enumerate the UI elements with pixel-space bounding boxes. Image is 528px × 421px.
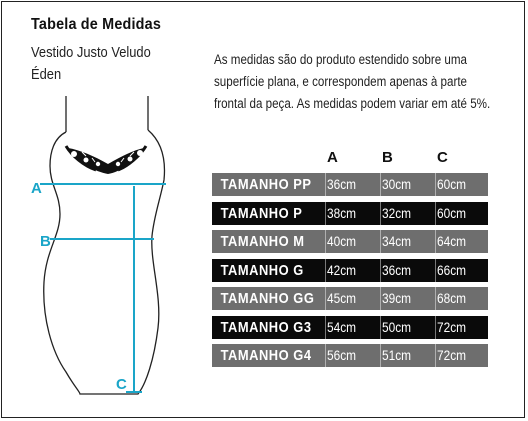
value-c: 68cm <box>437 291 467 306</box>
value-a: 42cm <box>327 263 357 278</box>
product-name-line-2: Éden <box>31 66 62 83</box>
size-label: TAMANHO G <box>220 262 304 279</box>
size-label: TAMANHO G3 <box>220 319 312 336</box>
value-c: 64cm <box>437 234 467 249</box>
value-b: 39cm <box>382 291 412 306</box>
product-name-line-1: Vestido Justo Veludo <box>31 44 151 61</box>
chart-title: Tabela de Medidas <box>31 16 162 33</box>
value-a: 54cm <box>327 320 357 335</box>
value-a: 45cm <box>327 291 357 306</box>
size-label: TAMANHO GG <box>220 290 315 307</box>
value-c: 72cm <box>437 320 467 335</box>
table-row <box>212 259 488 282</box>
label-b: B <box>40 233 51 250</box>
value-a: 56cm <box>327 348 357 363</box>
note-line-3: frontal da peça. As medidas podem variar em até 5%. <box>214 96 491 111</box>
value-a: 40cm <box>327 234 357 249</box>
note-line-2: superfície plana, e correspondem apenas à parte <box>214 74 468 89</box>
value-c: 72cm <box>437 348 467 363</box>
value-b: 30cm <box>382 177 412 192</box>
table-row <box>212 316 488 339</box>
size-label: TAMANHO G4 <box>220 347 312 364</box>
table-row <box>212 344 488 367</box>
table-row <box>212 230 488 253</box>
value-b: 51cm <box>382 348 412 363</box>
lace-neckline <box>66 146 146 174</box>
label-a: A <box>31 180 42 197</box>
value-a: 38cm <box>327 206 357 221</box>
table-row <box>212 202 488 225</box>
value-b: 32cm <box>382 206 412 221</box>
value-c: 60cm <box>437 206 467 221</box>
value-b: 50cm <box>382 320 412 335</box>
value-a: 36cm <box>327 177 357 192</box>
label-c: C <box>116 376 127 393</box>
value-c: 66cm <box>437 263 467 278</box>
column-header-b: B <box>382 149 393 166</box>
column-header-a: A <box>327 149 338 166</box>
value-b: 34cm <box>382 234 412 249</box>
size-label: TAMANHO PP <box>220 176 312 193</box>
size-label: TAMANHO P <box>220 205 303 222</box>
table-row <box>212 173 488 196</box>
value-c: 60cm <box>437 177 467 192</box>
note-line-1: As medidas são do produto estendido sobre uma <box>214 52 468 67</box>
column-header-c: C <box>437 149 448 166</box>
size-label: TAMANHO M <box>220 233 305 250</box>
table-row <box>212 287 488 310</box>
value-b: 36cm <box>382 263 412 278</box>
